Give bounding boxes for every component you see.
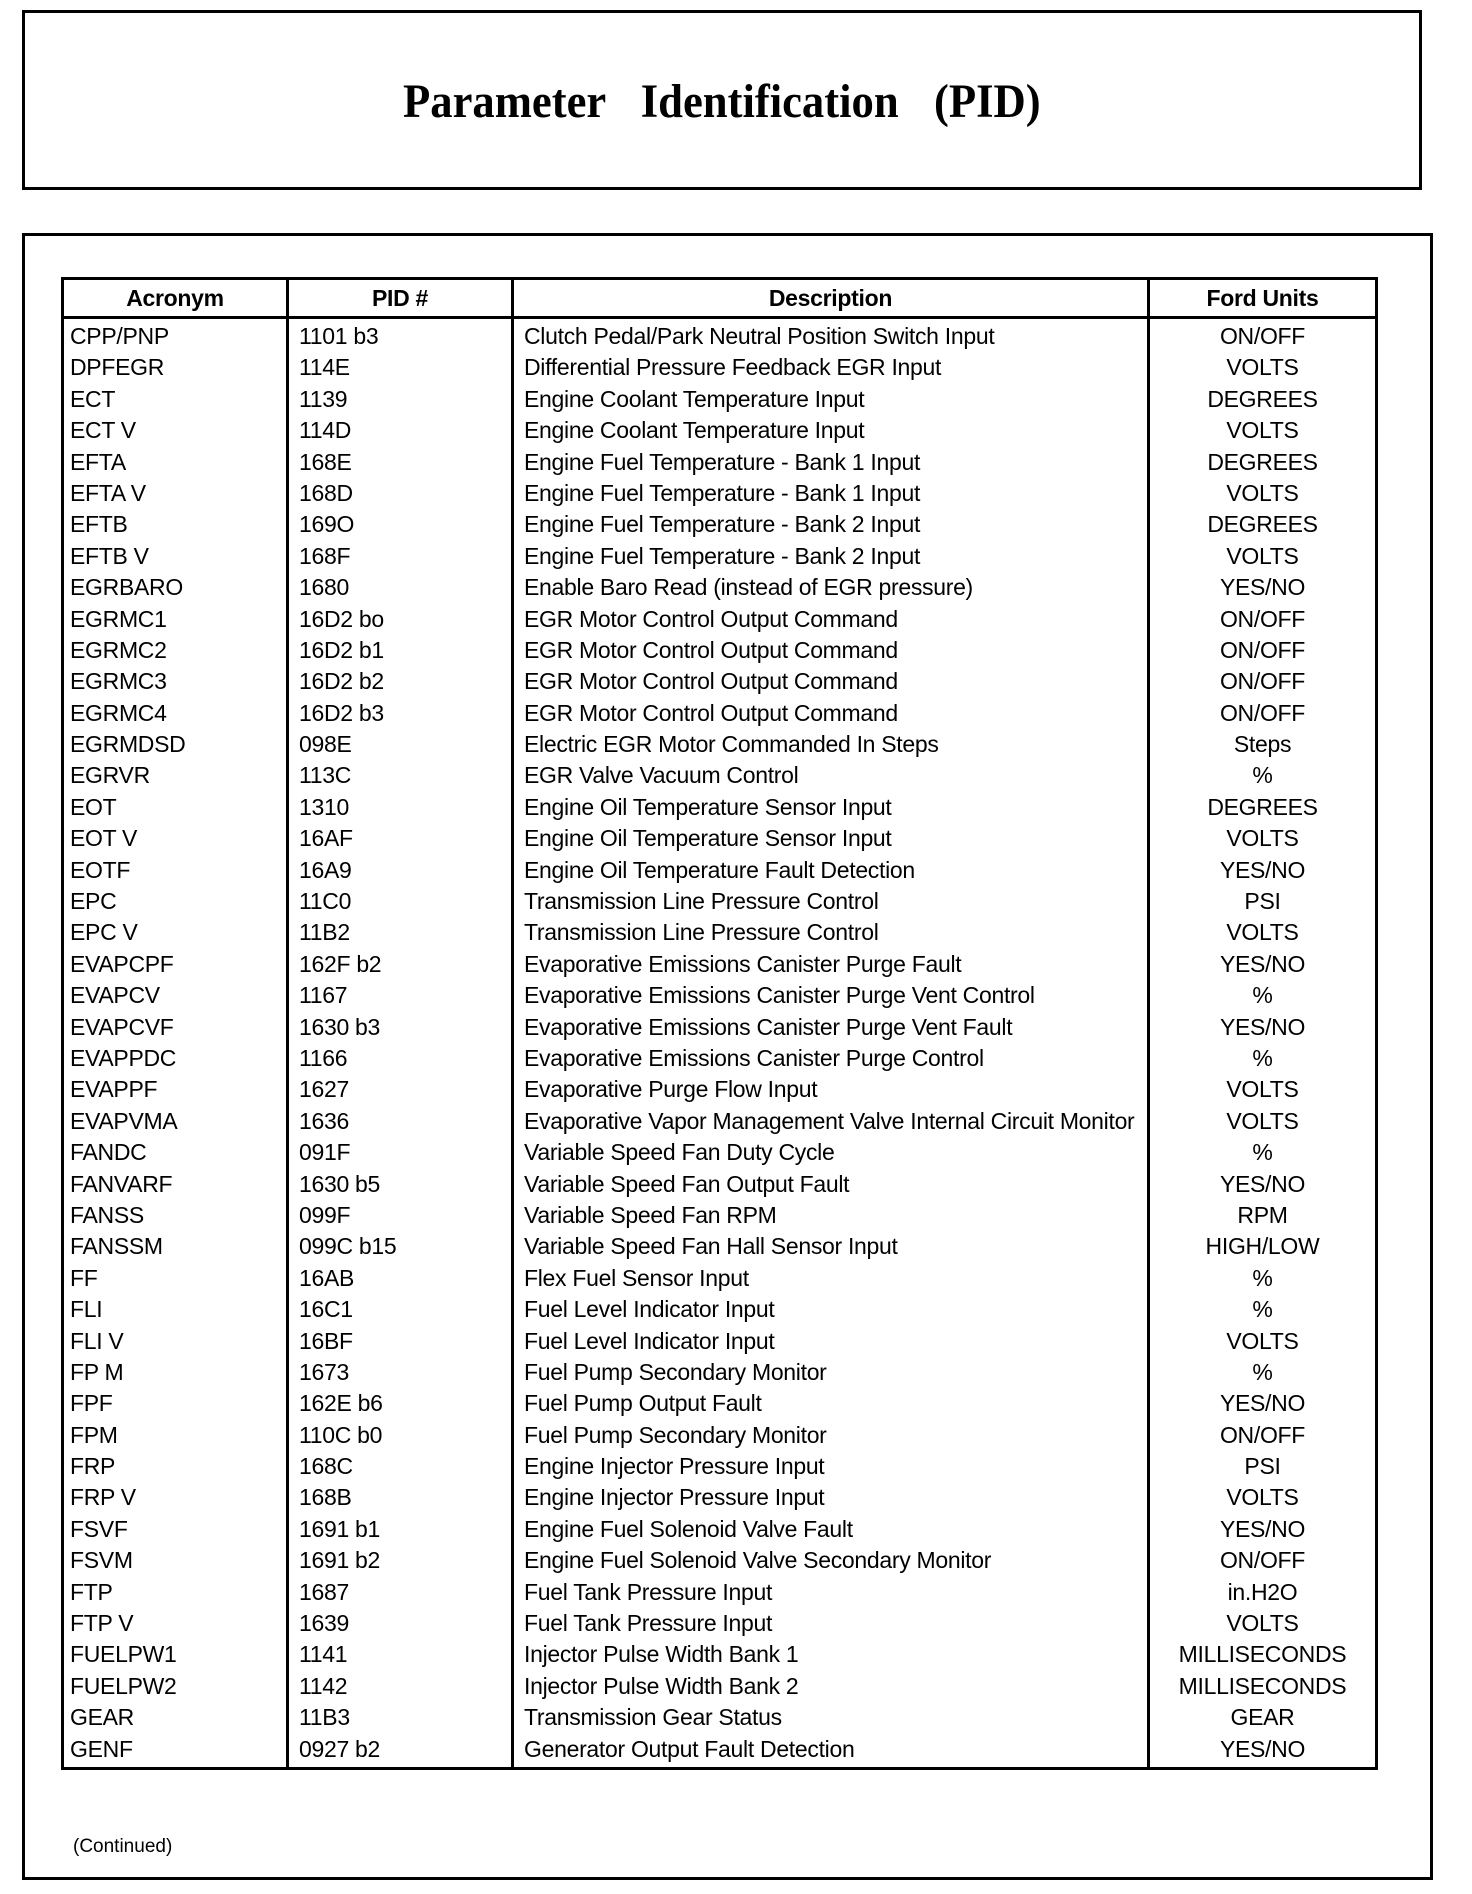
- cell-ford-units: %: [1149, 1265, 1377, 1296]
- cell-pid-number: 16D2 b1: [288, 637, 513, 668]
- cell-pid-number: 1630 b3: [288, 1014, 513, 1045]
- cell-ford-units: VOLTS: [1149, 1610, 1377, 1641]
- cell-acronym: EVAPPDC: [63, 1045, 288, 1076]
- table-header-row: [63, 279, 1377, 318]
- cell-ford-units: Steps: [1149, 731, 1377, 762]
- cell-pid-number: 16D2 b2: [288, 668, 513, 699]
- cell-ford-units: YES/NO: [1149, 951, 1377, 982]
- cell-acronym: FLI: [63, 1296, 288, 1327]
- cell-acronym: FANVARF: [63, 1171, 288, 1202]
- table-row: [63, 762, 1377, 793]
- title-box: [22, 10, 1422, 190]
- cell-description: Fuel Tank Pressure Input: [513, 1579, 1149, 1610]
- cell-ford-units: ON/OFF: [1149, 318, 1377, 355]
- cell-ford-units: %: [1149, 762, 1377, 793]
- cell-pid-number: 16BF: [288, 1328, 513, 1359]
- table-row: [63, 1390, 1377, 1421]
- cell-pid-number: 1680: [288, 574, 513, 605]
- cell-description: Engine Fuel Temperature - Bank 1 Input: [513, 480, 1149, 511]
- table-row: [63, 919, 1377, 950]
- cell-description: Differential Pressure Feedback EGR Input: [513, 354, 1149, 385]
- table-row: [63, 951, 1377, 982]
- table-row: [63, 1359, 1377, 1390]
- cell-pid-number: 1627: [288, 1076, 513, 1107]
- cell-acronym: EFTB: [63, 511, 288, 542]
- table-row: [63, 1736, 1377, 1769]
- table-row: [63, 794, 1377, 825]
- cell-description: Enable Baro Read (instead of EGR pressure): [513, 574, 1149, 605]
- cell-acronym: EFTA V: [63, 480, 288, 511]
- cell-acronym: FLI V: [63, 1328, 288, 1359]
- cell-description: Engine Injector Pressure Input: [513, 1484, 1149, 1515]
- cell-description: EGR Motor Control Output Command: [513, 606, 1149, 637]
- cell-pid-number: 168B: [288, 1484, 513, 1515]
- cell-ford-units: VOLTS: [1149, 1328, 1377, 1359]
- cell-description: Fuel Pump Secondary Monitor: [513, 1359, 1149, 1390]
- cell-pid-number: 098E: [288, 731, 513, 762]
- cell-acronym: FF: [63, 1265, 288, 1296]
- table-row: [63, 449, 1377, 480]
- cell-description: Injector Pulse Width Bank 2: [513, 1673, 1149, 1704]
- header-pid: PID #: [288, 279, 513, 318]
- cell-acronym: FSVM: [63, 1547, 288, 1578]
- cell-pid-number: 1166: [288, 1045, 513, 1076]
- table-row: [63, 1233, 1377, 1264]
- cell-ford-units: VOLTS: [1149, 919, 1377, 950]
- cell-description: Engine Fuel Temperature - Bank 2 Input: [513, 511, 1149, 542]
- table-row: [63, 574, 1377, 605]
- table-row: [63, 1704, 1377, 1735]
- cell-pid-number: 16C1: [288, 1296, 513, 1327]
- cell-ford-units: DEGREES: [1149, 386, 1377, 417]
- cell-ford-units: ON/OFF: [1149, 1547, 1377, 1578]
- table-row: [63, 982, 1377, 1013]
- cell-description: Engine Fuel Solenoid Valve Fault: [513, 1516, 1149, 1547]
- cell-acronym: EGRMC3: [63, 668, 288, 699]
- cell-ford-units: %: [1149, 1359, 1377, 1390]
- cell-acronym: FTP V: [63, 1610, 288, 1641]
- cell-pid-number: 11B3: [288, 1704, 513, 1735]
- cell-ford-units: HIGH/LOW: [1149, 1233, 1377, 1264]
- cell-ford-units: %: [1149, 1296, 1377, 1327]
- table-row: [63, 1610, 1377, 1641]
- cell-description: Evaporative Emissions Canister Purge Control: [513, 1045, 1149, 1076]
- cell-acronym: FPF: [63, 1390, 288, 1421]
- table-row: [63, 1076, 1377, 1107]
- cell-pid-number: 091F: [288, 1139, 513, 1170]
- cell-pid-number: 1636: [288, 1108, 513, 1139]
- table-row: [63, 1453, 1377, 1484]
- cell-ford-units: ON/OFF: [1149, 700, 1377, 731]
- cell-acronym: EGRBARO: [63, 574, 288, 605]
- table-row: [63, 1014, 1377, 1045]
- cell-description: Engine Coolant Temperature Input: [513, 417, 1149, 448]
- cell-pid-number: 168E: [288, 449, 513, 480]
- table-row: [63, 480, 1377, 511]
- cell-acronym: FUELPW2: [63, 1673, 288, 1704]
- cell-description: Evaporative Emissions Canister Purge Vent Fault: [513, 1014, 1149, 1045]
- cell-acronym: ECT: [63, 386, 288, 417]
- cell-description: Transmission Line Pressure Control: [513, 919, 1149, 950]
- cell-description: Generator Output Fault Detection: [513, 1736, 1149, 1769]
- table-row: [63, 1641, 1377, 1672]
- cell-description: Variable Speed Fan Hall Sensor Input: [513, 1233, 1149, 1264]
- table-row: [63, 1328, 1377, 1359]
- cell-pid-number: 1630 b5: [288, 1171, 513, 1202]
- cell-pid-number: 162F b2: [288, 951, 513, 982]
- cell-ford-units: VOLTS: [1149, 1484, 1377, 1515]
- cell-description: Engine Oil Temperature Sensor Input: [513, 825, 1149, 856]
- cell-pid-number: 113C: [288, 762, 513, 793]
- cell-ford-units: VOLTS: [1149, 354, 1377, 385]
- cell-description: Injector Pulse Width Bank 1: [513, 1641, 1149, 1672]
- cell-description: Fuel Pump Output Fault: [513, 1390, 1149, 1421]
- table-row: [63, 543, 1377, 574]
- table-row: [63, 386, 1377, 417]
- table-row: [63, 888, 1377, 919]
- cell-pid-number: 1139: [288, 386, 513, 417]
- cell-description: Engine Fuel Temperature - Bank 2 Input: [513, 543, 1149, 574]
- cell-pid-number: 16D2 bo: [288, 606, 513, 637]
- cell-acronym: FANSS: [63, 1202, 288, 1233]
- table-row: [63, 668, 1377, 699]
- cell-pid-number: 168C: [288, 1453, 513, 1484]
- cell-acronym: DPFEGR: [63, 354, 288, 385]
- cell-acronym: FRP: [63, 1453, 288, 1484]
- table-row: [63, 825, 1377, 856]
- cell-pid-number: 168D: [288, 480, 513, 511]
- cell-acronym: EPC V: [63, 919, 288, 950]
- table-row: [63, 731, 1377, 762]
- cell-pid-number: 110C b0: [288, 1422, 513, 1453]
- cell-description: Clutch Pedal/Park Neutral Position Switch Input: [513, 318, 1149, 355]
- cell-acronym: EVAPCPF: [63, 951, 288, 982]
- cell-description: Transmission Gear Status: [513, 1704, 1149, 1735]
- table-row: [63, 417, 1377, 448]
- cell-ford-units: %: [1149, 982, 1377, 1013]
- cell-ford-units: DEGREES: [1149, 511, 1377, 542]
- cell-acronym: EGRMC4: [63, 700, 288, 731]
- cell-ford-units: VOLTS: [1149, 417, 1377, 448]
- cell-description: Engine Oil Temperature Fault Detection: [513, 857, 1149, 888]
- cell-description: Variable Speed Fan Duty Cycle: [513, 1139, 1149, 1170]
- cell-pid-number: 0927 b2: [288, 1736, 513, 1769]
- table-row: [63, 1139, 1377, 1170]
- table-row: [63, 354, 1377, 385]
- cell-description: Variable Speed Fan RPM: [513, 1202, 1149, 1233]
- cell-description: Transmission Line Pressure Control: [513, 888, 1149, 919]
- cell-ford-units: MILLISECONDS: [1149, 1673, 1377, 1704]
- cell-ford-units: VOLTS: [1149, 543, 1377, 574]
- cell-description: Engine Fuel Solenoid Valve Secondary Monitor: [513, 1547, 1149, 1578]
- cell-acronym: EFTB V: [63, 543, 288, 574]
- cell-pid-number: 11B2: [288, 919, 513, 950]
- cell-pid-number: 1691 b2: [288, 1547, 513, 1578]
- cell-description: Fuel Level Indicator Input: [513, 1296, 1149, 1327]
- cell-ford-units: ON/OFF: [1149, 606, 1377, 637]
- cell-ford-units: YES/NO: [1149, 1390, 1377, 1421]
- cell-ford-units: VOLTS: [1149, 1076, 1377, 1107]
- cell-pid-number: 11C0: [288, 888, 513, 919]
- cell-acronym: FPM: [63, 1422, 288, 1453]
- cell-pid-number: 1167: [288, 982, 513, 1013]
- cell-description: Evaporative Emissions Canister Purge Fault: [513, 951, 1149, 982]
- cell-ford-units: RPM: [1149, 1202, 1377, 1233]
- header-acronym: Acronym: [63, 279, 288, 318]
- cell-pid-number: 1142: [288, 1673, 513, 1704]
- cell-pid-number: 099C b15: [288, 1233, 513, 1264]
- cell-ford-units: YES/NO: [1149, 1736, 1377, 1769]
- cell-description: Variable Speed Fan Output Fault: [513, 1171, 1149, 1202]
- cell-acronym: EOT V: [63, 825, 288, 856]
- cell-ford-units: in.H2O: [1149, 1579, 1377, 1610]
- header-ford-units: Ford Units: [1149, 279, 1377, 318]
- table-row: [63, 511, 1377, 542]
- cell-ford-units: MILLISECONDS: [1149, 1641, 1377, 1672]
- table-body: [63, 318, 1377, 1769]
- table-row: [63, 1265, 1377, 1296]
- cell-pid-number: 099F: [288, 1202, 513, 1233]
- cell-pid-number: 16A9: [288, 857, 513, 888]
- cell-acronym: EVAPVMA: [63, 1108, 288, 1139]
- cell-ford-units: YES/NO: [1149, 574, 1377, 605]
- cell-pid-number: 1141: [288, 1641, 513, 1672]
- cell-acronym: EOT: [63, 794, 288, 825]
- cell-ford-units: DEGREES: [1149, 794, 1377, 825]
- cell-description: EGR Motor Control Output Command: [513, 668, 1149, 699]
- cell-description: Evaporative Vapor Management Valve Internal Circuit Monitor: [513, 1108, 1149, 1139]
- header-description: Description: [513, 279, 1149, 318]
- cell-description: Evaporative Purge Flow Input: [513, 1076, 1149, 1107]
- cell-ford-units: VOLTS: [1149, 825, 1377, 856]
- cell-pid-number: 168F: [288, 543, 513, 574]
- cell-acronym: FANDC: [63, 1139, 288, 1170]
- table-row: [63, 1484, 1377, 1515]
- table-row: [63, 637, 1377, 668]
- cell-pid-number: 169O: [288, 511, 513, 542]
- table-row: [63, 1673, 1377, 1704]
- cell-acronym: FTP: [63, 1579, 288, 1610]
- cell-description: EGR Motor Control Output Command: [513, 700, 1149, 731]
- cell-acronym: EGRMC1: [63, 606, 288, 637]
- cell-acronym: GEAR: [63, 1704, 288, 1735]
- cell-ford-units: VOLTS: [1149, 1108, 1377, 1139]
- continued-note: (Continued): [73, 1836, 173, 1857]
- cell-ford-units: DEGREES: [1149, 449, 1377, 480]
- cell-description: Fuel Tank Pressure Input: [513, 1610, 1149, 1641]
- cell-acronym: FANSSM: [63, 1233, 288, 1264]
- cell-acronym: FRP V: [63, 1484, 288, 1515]
- cell-pid-number: 1691 b1: [288, 1516, 513, 1547]
- cell-ford-units: PSI: [1149, 1453, 1377, 1484]
- cell-ford-units: ON/OFF: [1149, 668, 1377, 699]
- table-row: [63, 1045, 1377, 1076]
- cell-pid-number: 162E b6: [288, 1390, 513, 1421]
- cell-pid-number: 16D2 b3: [288, 700, 513, 731]
- cell-ford-units: YES/NO: [1149, 1171, 1377, 1202]
- table-frame: [22, 233, 1433, 1880]
- cell-acronym: FP M: [63, 1359, 288, 1390]
- table-row: [63, 1108, 1377, 1139]
- cell-acronym: EVAPCVF: [63, 1014, 288, 1045]
- cell-acronym: EFTA: [63, 449, 288, 480]
- cell-ford-units: VOLTS: [1149, 480, 1377, 511]
- cell-description: Fuel Pump Secondary Monitor: [513, 1422, 1149, 1453]
- table-row: [63, 857, 1377, 888]
- cell-acronym: EGRMDSD: [63, 731, 288, 762]
- cell-acronym: CPP/PNP: [63, 318, 288, 355]
- cell-ford-units: %: [1149, 1139, 1377, 1170]
- table-row: [63, 1516, 1377, 1547]
- cell-ford-units: PSI: [1149, 888, 1377, 919]
- cell-description: Flex Fuel Sensor Input: [513, 1265, 1149, 1296]
- table-row: [63, 1422, 1377, 1453]
- table-row: [63, 1547, 1377, 1578]
- cell-description: Engine Fuel Temperature - Bank 1 Input: [513, 449, 1149, 480]
- cell-pid-number: 114D: [288, 417, 513, 448]
- table-row: [63, 1202, 1377, 1233]
- cell-description: Evaporative Emissions Canister Purge Vent Control: [513, 982, 1149, 1013]
- cell-description: EGR Motor Control Output Command: [513, 637, 1149, 668]
- cell-acronym: ECT V: [63, 417, 288, 448]
- cell-description: EGR Valve Vacuum Control: [513, 762, 1149, 793]
- cell-acronym: EGRMC2: [63, 637, 288, 668]
- cell-ford-units: %: [1149, 1045, 1377, 1076]
- pid-table: [61, 277, 1378, 1770]
- cell-acronym: GENF: [63, 1736, 288, 1769]
- cell-pid-number: 1101 b3: [288, 318, 513, 355]
- cell-pid-number: 1310: [288, 794, 513, 825]
- table-row: [63, 318, 1377, 355]
- cell-acronym: FUELPW1: [63, 1641, 288, 1672]
- page-title: Parameter Identification (PID): [403, 74, 1041, 128]
- cell-pid-number: 1673: [288, 1359, 513, 1390]
- cell-description: Electric EGR Motor Commanded In Steps: [513, 731, 1149, 762]
- cell-acronym: EGRVR: [63, 762, 288, 793]
- table-row: [63, 700, 1377, 731]
- table-row: [63, 1579, 1377, 1610]
- cell-ford-units: ON/OFF: [1149, 1422, 1377, 1453]
- cell-acronym: EPC: [63, 888, 288, 919]
- table-row: [63, 606, 1377, 637]
- cell-description: Engine Injector Pressure Input: [513, 1453, 1149, 1484]
- cell-pid-number: 16AB: [288, 1265, 513, 1296]
- cell-pid-number: 114E: [288, 354, 513, 385]
- cell-description: Engine Oil Temperature Sensor Input: [513, 794, 1149, 825]
- table-row: [63, 1296, 1377, 1327]
- cell-ford-units: YES/NO: [1149, 1014, 1377, 1045]
- cell-description: Fuel Level Indicator Input: [513, 1328, 1149, 1359]
- cell-pid-number: 1687: [288, 1579, 513, 1610]
- cell-ford-units: YES/NO: [1149, 857, 1377, 888]
- cell-acronym: EVAPCV: [63, 982, 288, 1013]
- cell-ford-units: GEAR: [1149, 1704, 1377, 1735]
- cell-acronym: FSVF: [63, 1516, 288, 1547]
- cell-ford-units: ON/OFF: [1149, 637, 1377, 668]
- table-row: [63, 1171, 1377, 1202]
- cell-acronym: EVAPPF: [63, 1076, 288, 1107]
- cell-acronym: EOTF: [63, 857, 288, 888]
- cell-pid-number: 16AF: [288, 825, 513, 856]
- cell-ford-units: YES/NO: [1149, 1516, 1377, 1547]
- cell-pid-number: 1639: [288, 1610, 513, 1641]
- cell-description: Engine Coolant Temperature Input: [513, 386, 1149, 417]
